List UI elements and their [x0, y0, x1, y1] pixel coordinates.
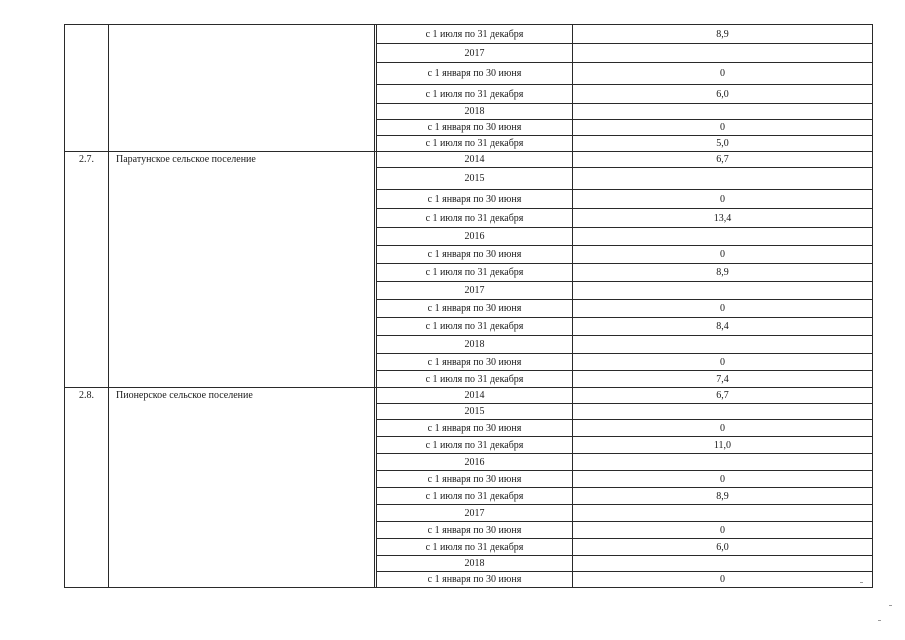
period-cell: с 1 января по 30 июня	[377, 354, 573, 371]
value-cell	[573, 556, 873, 572]
period-cell: 2018	[377, 104, 573, 120]
period-cell: 2017	[377, 282, 573, 300]
table-row	[65, 152, 873, 168]
value-cell: 0	[573, 471, 873, 488]
period-cell: 2016	[377, 228, 573, 246]
value-cell: 7,4	[573, 371, 873, 388]
value-cell: 8,9	[573, 264, 873, 282]
value-cell: 0	[573, 420, 873, 437]
period-cell: 2016	[377, 454, 573, 471]
table-row	[65, 388, 873, 404]
period-cell: 2014	[377, 152, 573, 168]
value-cell: 8,9	[573, 488, 873, 505]
period-cell: с 1 января по 30 июня	[377, 420, 573, 437]
period-cell: с 1 января по 30 июня	[377, 572, 573, 588]
period-cell: с 1 июля по 31 декабря	[377, 25, 573, 44]
settlement-rate-table	[64, 24, 873, 588]
table-row	[65, 25, 873, 44]
value-cell: 0	[573, 354, 873, 371]
period-cell: 2015	[377, 404, 573, 420]
period-cell: с 1 июля по 31 декабря	[377, 136, 573, 152]
period-cell: 2018	[377, 556, 573, 572]
value-cell: 0	[573, 63, 873, 85]
period-cell: с 1 июля по 31 декабря	[377, 437, 573, 454]
period-cell: 2014	[377, 388, 573, 404]
value-cell: 13,4	[573, 209, 873, 228]
period-cell: с 1 июля по 31 декабря	[377, 209, 573, 228]
row-number-cell	[65, 25, 109, 152]
scan-speck	[860, 582, 863, 583]
row-number-cell: 2.7.	[65, 152, 109, 388]
value-cell: 6,0	[573, 539, 873, 556]
period-cell: с 1 июля по 31 декабря	[377, 371, 573, 388]
scan-speck	[889, 605, 892, 606]
value-cell: 6,7	[573, 152, 873, 168]
period-cell: с 1 января по 30 июня	[377, 471, 573, 488]
period-cell: 2015	[377, 168, 573, 190]
value-cell	[573, 228, 873, 246]
value-cell: 8,4	[573, 318, 873, 336]
period-cell: с 1 июля по 31 декабря	[377, 85, 573, 104]
value-cell	[573, 336, 873, 354]
period-cell: с 1 июля по 31 декабря	[377, 488, 573, 505]
value-cell	[573, 44, 873, 63]
period-cell: 2018	[377, 336, 573, 354]
period-cell: с 1 июля по 31 декабря	[377, 264, 573, 282]
scan-speck	[878, 620, 881, 621]
row-number-cell: 2.8.	[65, 388, 109, 588]
period-cell: с 1 января по 30 июня	[377, 300, 573, 318]
period-cell: с 1 января по 30 июня	[377, 522, 573, 539]
value-cell: 8,9	[573, 25, 873, 44]
value-cell: 6,0	[573, 85, 873, 104]
value-cell	[573, 104, 873, 120]
rate-table	[64, 24, 873, 588]
value-cell: 0	[573, 190, 873, 209]
settlement-name-cell: Паратунское сельское поселение	[109, 152, 375, 388]
period-cell: с 1 июля по 31 декабря	[377, 318, 573, 336]
value-cell	[573, 168, 873, 190]
period-cell: 2017	[377, 44, 573, 63]
value-cell: 6,7	[573, 388, 873, 404]
period-cell: 2017	[377, 505, 573, 522]
period-cell: с 1 января по 30 июня	[377, 246, 573, 264]
table-body	[65, 25, 873, 588]
value-cell	[573, 505, 873, 522]
value-cell: 0	[573, 246, 873, 264]
settlement-name-cell	[109, 25, 375, 152]
value-cell: 11,0	[573, 437, 873, 454]
period-cell: с 1 января по 30 июня	[377, 63, 573, 85]
settlement-name-cell: Пионерское сельское поселение	[109, 388, 375, 588]
value-cell	[573, 454, 873, 471]
period-cell: с 1 июля по 31 декабря	[377, 539, 573, 556]
value-cell	[573, 404, 873, 420]
value-cell: 0	[573, 572, 873, 588]
value-cell: 0	[573, 522, 873, 539]
value-cell: 0	[573, 300, 873, 318]
value-cell	[573, 282, 873, 300]
value-cell: 5,0	[573, 136, 873, 152]
period-cell: с 1 января по 30 июня	[377, 190, 573, 209]
period-cell: с 1 января по 30 июня	[377, 120, 573, 136]
value-cell: 0	[573, 120, 873, 136]
